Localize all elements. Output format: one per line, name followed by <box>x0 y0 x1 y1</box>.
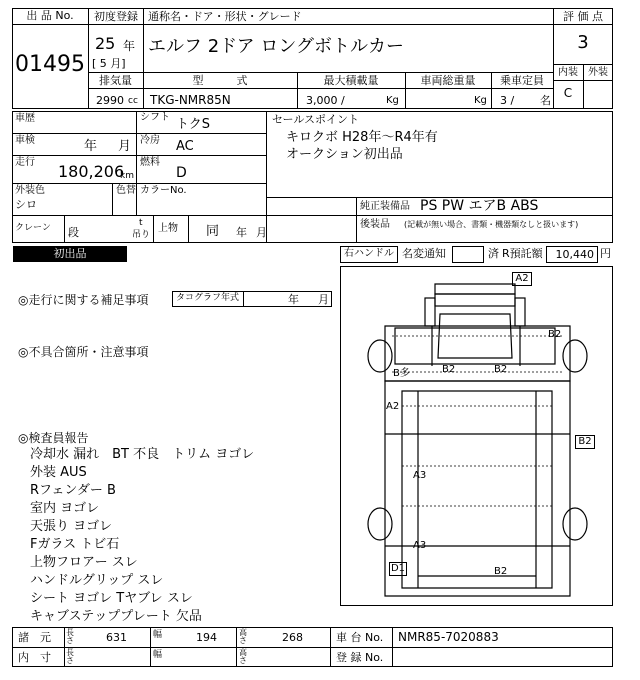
cargo-dims-label: 内 寸 <box>18 651 51 664</box>
upper-year: 年 <box>236 226 247 239</box>
inspector-line: 天張り ヨゴレ <box>30 519 113 534</box>
aftermarket-note: (記載が無い場合、書類・機器類なしと扱います) <box>404 220 579 229</box>
chassis-value: NMR85-7020883 <box>398 630 499 644</box>
color-no-label: カラーNo. <box>140 185 187 196</box>
inspection-year: 年 <box>84 139 98 154</box>
displacement-unit: cc <box>128 96 138 106</box>
truck-outline <box>340 266 613 606</box>
max-load-unit: Kg <box>386 95 399 106</box>
defects-label: ◎不具合箇所・注意事項 <box>18 345 149 359</box>
driving-remarks-label: ◎走行に関する補足事項 <box>18 293 149 307</box>
lot-number: 01495 <box>15 52 85 77</box>
recycle-label: R預託額 <box>502 247 543 260</box>
inspector-label: ◎検査員報告 <box>18 431 89 445</box>
first-reg-label: 初度登録 <box>94 10 138 23</box>
model-label: 型 式 <box>192 74 248 87</box>
mark-b-many: B多 <box>393 368 410 379</box>
inspection-month: 月 <box>118 139 132 154</box>
max-load-value: 3,000 / <box>306 94 345 107</box>
shift-value: トクS <box>176 117 210 132</box>
capacity-value: 3 / <box>500 94 515 107</box>
mark-a2-side: A2 <box>386 401 400 412</box>
sales-point-label: セールスポイント <box>272 113 360 126</box>
ac-label: 冷房 <box>140 135 160 146</box>
mark-a3-low: A3 <box>413 540 427 551</box>
upper-same: 同 <box>206 224 220 239</box>
gross-weight-unit: Kg <box>474 95 487 106</box>
name-change-box <box>452 246 484 263</box>
sales-point-line1: キロクボ H28年～R4年有 <box>286 130 438 145</box>
first-listing-text: 初出品 <box>53 247 87 260</box>
inspector-line: Fガラス トビ石 <box>30 537 120 552</box>
interior-label: 内装 <box>558 67 578 78</box>
interior-grade: C <box>563 86 573 100</box>
ext-color-label: 外装色 <box>15 185 45 196</box>
grade-label: 通称名・ドア・形状・グレード <box>148 10 302 23</box>
recycle-done: 済 <box>488 247 499 260</box>
crane-hang: 吊り <box>132 230 151 240</box>
name-change-label: 名変通知 <box>402 247 446 260</box>
inspector-line: キャブステッププレート 欠品 <box>30 609 202 624</box>
inspector-line: シート ヨゴレ Tヤブレ スレ <box>30 591 193 606</box>
right-hand-label: 右ハンドル <box>344 248 394 259</box>
mark-d1: D1 <box>390 563 406 574</box>
mark-b2-left: B2 <box>442 364 456 375</box>
mark-b2-cab: B2 <box>548 329 562 340</box>
crane-label: クレーン <box>15 223 51 233</box>
aftermarket-label: 後装品 <box>360 219 390 230</box>
cargo-height-label: 高さ <box>239 648 247 665</box>
mark-a2-top: A2 <box>515 273 529 284</box>
shift-label: シフト <box>140 112 170 123</box>
reg-no-label: 登 録 No. <box>336 651 384 664</box>
sales-point-line2: オークション初出品 <box>286 147 403 162</box>
tacho-label: タコグラフ年式 <box>176 293 240 303</box>
mark-a3-mid: A3 <box>413 470 427 481</box>
mark-b2-bottom: B2 <box>494 566 508 577</box>
reg-year-unit: 年 <box>123 39 136 53</box>
score-label: 評 価 点 <box>563 10 603 23</box>
length-value: 631 <box>106 631 127 644</box>
mark-b2-right: B2 <box>494 364 508 375</box>
reg-month: [ 5 月] <box>92 57 126 70</box>
fuel-label: 燃料 <box>140 157 160 168</box>
inspector-line: Rフェンダー B <box>30 483 116 498</box>
dims-label: 諸 元 <box>18 631 51 644</box>
crane-ton: t <box>139 218 143 228</box>
capacity-unit: 名 <box>540 94 551 107</box>
recycle-unit: 円 <box>600 247 611 260</box>
inspection-label: 車検 <box>15 135 35 146</box>
inspector-line: 冷却水 漏れ BT 不良 トリム ヨゴレ <box>30 447 255 462</box>
ac-value: AC <box>176 139 194 154</box>
mileage-label: 走行 <box>15 157 35 168</box>
height-value: 268 <box>282 631 303 644</box>
max-load-label: 最大積載量 <box>323 74 379 87</box>
inspector-line: 上物フロアー スレ <box>30 555 138 570</box>
inspector-line: 室内 ヨゴレ <box>30 501 100 516</box>
mileage-value: 180,206 <box>58 162 125 181</box>
model-value: TKG-NMR85N <box>150 93 231 107</box>
mark-b2-side: B2 <box>578 436 592 447</box>
crane-stage: 段 <box>68 226 79 239</box>
height-label: 高さ <box>239 628 247 645</box>
fuel-value: D <box>176 165 187 181</box>
chassis-label: 車 台 No. <box>336 631 384 644</box>
history-label: 車歴 <box>15 113 35 124</box>
tacho-month: 月 <box>318 293 329 306</box>
gross-weight-label: 車両総重量 <box>420 74 476 87</box>
inspector-line: ハンドルグリップ スレ <box>30 573 164 588</box>
displacement-value: 2990 <box>96 94 124 107</box>
inspector-line: 外装 AUS <box>30 465 87 480</box>
cargo-width-label: 幅 <box>153 650 163 660</box>
exterior-label: 外装 <box>588 67 608 78</box>
width-value: 194 <box>196 631 217 644</box>
reg-year: 25 <box>95 34 116 53</box>
displacement-label: 排気量 <box>99 74 132 87</box>
equipment-label: 純正装備品 <box>360 201 410 212</box>
overall-score: 3 <box>577 32 589 53</box>
recycle-value: 10,440 <box>555 248 594 261</box>
cargo-length-label: 長さ <box>66 648 74 665</box>
upper-body-label: 上物 <box>158 223 178 234</box>
car-name: エルフ 2ドア ロングボトルカー <box>148 36 404 57</box>
ext-color-value: シロ <box>15 198 37 211</box>
tacho-year: 年 <box>288 293 299 306</box>
upper-month: 月 <box>256 226 267 239</box>
length-label: 長さ <box>66 628 74 645</box>
width-label: 幅 <box>153 630 163 640</box>
capacity-label: 乗車定員 <box>500 74 544 87</box>
lot-label: 出 品 No. <box>26 9 74 22</box>
color-change-label: 色替 <box>116 185 136 196</box>
mileage-unit: km <box>120 171 134 181</box>
equipment-value: PS PW エアB ABS <box>420 198 539 214</box>
